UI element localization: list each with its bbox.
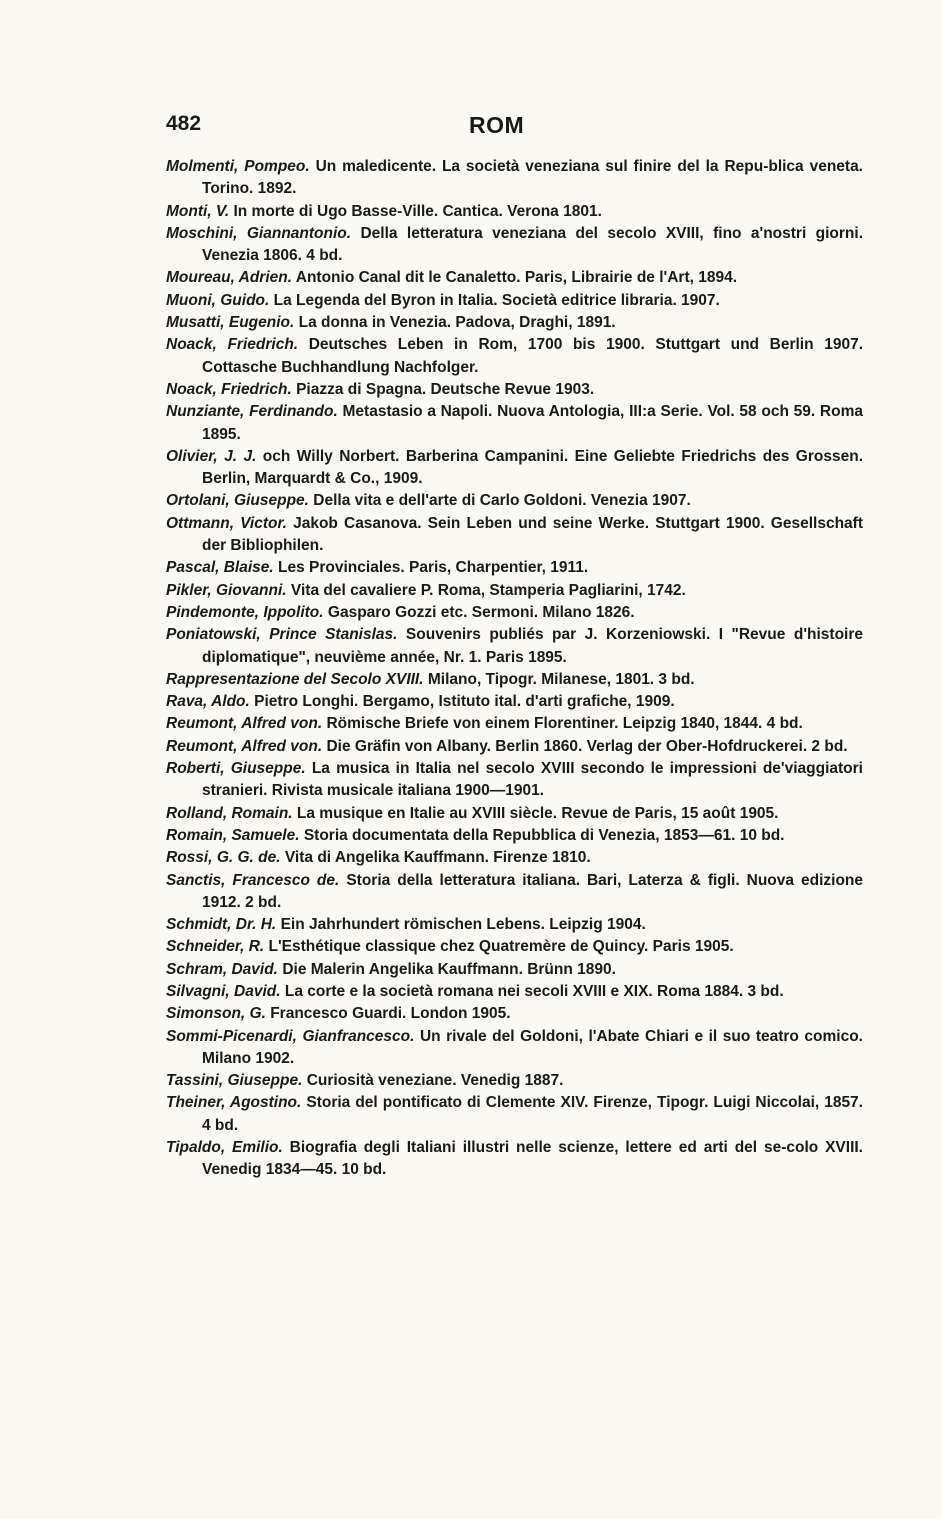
entry-text: Römische Briefe von einem Florentiner. Leipzig 1840, 1844. 4 bd. — [326, 715, 803, 733]
entry-author: Romain, Samuele. — [166, 826, 300, 844]
bibliography-entry — [166, 334, 863, 379]
entry-author: Nunziante, Ferdinando. — [166, 403, 338, 421]
entry-text: Gasparo Gozzi etc. Sermoni. Milano 1826. — [327, 603, 635, 621]
bibliography-entry — [166, 981, 863, 1003]
entry-author: Schmidt, Dr. H. — [166, 916, 277, 934]
entry-text: La donna in Venezia. Padova, Draghi, 1891. — [298, 314, 616, 332]
entry-text: Della letteratura veneziana del secolo XVIII, fino a'nostri giorni. Venezia 1806. 4 bd. — [202, 224, 864, 265]
entry-text: La Legenda del Byron in Italia. Società editrice libraria. 1907. — [273, 291, 720, 309]
entry-text: Deutsches Leben in Rom, 1700 bis 1900. Stuttgart und Berlin 1907. Cottasche Buchhandlung Nachfolger. — [202, 336, 863, 376]
entry-text: La corte e la società romana nei secoli XVIII e XIX. Roma 1884. 3 bd. — [284, 982, 784, 1000]
entry-author: Reumont, Alfred von. — [166, 737, 323, 755]
bibliography-entry — [166, 1137, 863, 1182]
entry-author: Rappresentazione del Secolo XVIII. — [166, 670, 424, 688]
entry-author: Schneider, R. — [166, 938, 265, 956]
bibliography-entry — [166, 557, 863, 579]
entry-text: Un rivale del Goldoni, l'Abate Chiari e il suo teatro comico. Milano 1902. — [202, 1027, 863, 1067]
entry-text: Die Malerin Angelika Kauffmann. Brünn 1890. — [282, 960, 616, 978]
entry-text: Jakob Casanova. Sein Leben und seine Werke. Stuttgart 1900. Gesellschaft der Bibliophilen. — [202, 514, 863, 555]
entry-text: Storia della letteratura italiana. Bari, Laterza & figli. Nuova edizione 1912. 2 bd. — [202, 871, 863, 911]
bibliography-entry — [166, 1092, 863, 1137]
entry-author: Monti, V. — [166, 202, 230, 220]
bibliography-entry — [166, 1003, 863, 1025]
entry-text: La musique en Italie au XVIII siècle. Revue de Paris, 15 août 1905. — [296, 804, 779, 822]
bibliography-entry — [166, 713, 863, 735]
running-title: ROM — [469, 112, 525, 138]
bibliography-entry — [166, 669, 863, 691]
entry-author: Poniatowski, Prince Stanislas. — [166, 626, 398, 644]
entry-author: Roberti, Giuseppe. — [166, 760, 306, 778]
entry-author: Molmenti, Pompeo. — [166, 158, 310, 175]
entry-author: Simonson, G. — [166, 1005, 266, 1023]
bibliography-entry — [166, 223, 863, 268]
entry-text: Un maledicente. La società veneziana sul finire del la Repu-blica veneta. Torino. 1892. — [202, 158, 863, 198]
entry-author: Noack, Friedrich. — [166, 336, 299, 354]
bibliography-entry — [166, 1026, 863, 1071]
bibliography-entry — [166, 736, 863, 758]
bibliography-entry — [166, 446, 863, 491]
bibliography-entry — [166, 758, 863, 803]
bibliography-entry — [166, 401, 863, 446]
entry-text: Della vita e dell'arte di Carlo Goldoni. Venezia 1907. — [313, 492, 691, 510]
entry-author: Sanctis, Francesco de. — [166, 871, 340, 889]
page-number: 482 — [166, 112, 202, 135]
entry-author: Rolland, Romain. — [166, 804, 293, 822]
bibliography-entry — [166, 201, 863, 223]
entry-text: Die Gräfin von Albany. Berlin 1860. Verlag der Ober-Hofdruckerei. 2 bd. — [326, 737, 848, 755]
entry-text: Milano, Tipogr. Milanese, 1801. 3 bd. — [427, 670, 695, 688]
bibliography-entry — [166, 267, 863, 289]
bibliography-entry — [166, 490, 863, 512]
entry-author: Ortolani, Giuseppe. — [166, 492, 309, 510]
entry-author: Rava, Aldo. — [166, 693, 250, 711]
entry-text: Souvenirs publiés par J. Korzeniowski. I "Revue d'histoire diplomatique", neuvième année, Nr. 1. Paris 1895. — [202, 626, 863, 666]
bibliography-entry — [166, 290, 863, 312]
entry-text: Les Provinciales. Paris, Charpentier, 1911. — [278, 559, 589, 577]
bibliography-entry — [166, 825, 863, 847]
bibliography-entry — [166, 847, 863, 869]
entry-text: och Willy Norbert. Barberina Campanini. Eine Geliebte Friedrichs des Grossen. Berlin, Marquardt & Co., 1909. — [202, 447, 863, 488]
entry-author: Silvagni, David. — [166, 982, 281, 1000]
bibliography-entry — [166, 624, 863, 669]
entry-text: L'Esthétique classique chez Quatremère de Quincy. Paris 1905. — [268, 938, 734, 956]
bibliography-entry — [166, 1070, 863, 1092]
entry-author: Theiner, Agostino. — [166, 1094, 302, 1112]
entry-text: Storia del pontificato di Clemente XIV. Firenze, Tipogr. Luigi Niccolai, 1857. 4 bd. — [202, 1094, 863, 1134]
bibliography-entry — [166, 959, 863, 981]
entry-text: Antonio Canal dit le Canaletto. Paris, Librairie de l'Art, 1894. — [295, 269, 738, 287]
bibliography-entry — [166, 156, 863, 201]
bibliography-entry — [166, 580, 863, 602]
entry-author: Moureau, Adrien. — [166, 269, 293, 287]
bibliography-entry — [166, 312, 863, 334]
entry-author: Rossi, G. G. de. — [166, 849, 281, 867]
entry-author: Pikler, Giovanni. — [166, 581, 287, 599]
entry-text: Francesco Guardi. London 1905. — [270, 1005, 511, 1023]
entry-author: Ottmann, Victor. — [166, 514, 287, 532]
entry-text: Biografia degli Italiani illustri nelle scienze, lettere ed arti del se-colo XVIII. Venedig 1834—45. 10 bd. — [202, 1139, 863, 1179]
bibliography-entry — [166, 803, 863, 825]
entry-author: Muoni, Guido. — [166, 291, 270, 309]
entry-text: Metastasio a Napoli. Nuova Antologia, III:a Serie. Vol. 58 och 59. Roma 1895. — [202, 403, 863, 443]
bibliography-entry — [166, 914, 863, 936]
entry-author: Schram, David. — [166, 960, 278, 978]
entry-author: Sommi-Picenardi, Gianfrancesco. — [166, 1027, 415, 1045]
bibliography-entry — [166, 513, 863, 558]
entry-author: Reumont, Alfred von. — [166, 715, 323, 733]
entry-author: Tassini, Giuseppe. — [166, 1072, 303, 1090]
bibliography-list — [166, 156, 863, 1182]
entry-author: Musatti, Eugenio. — [166, 314, 295, 332]
entry-author: Noack, Friedrich. — [166, 380, 292, 398]
bibliography-entry — [166, 936, 863, 958]
entry-text: Piazza di Spagna. Deutsche Revue 1903. — [296, 380, 595, 398]
entry-author: Olivier, J. J. — [166, 447, 257, 465]
entry-text: Storia documentata della Repubblica di Venezia, 1853—61. 10 bd. — [303, 826, 785, 844]
entry-text: In morte di Ugo Basse-Ville. Cantica. Verona 1801. — [233, 202, 602, 220]
bibliography-entry — [166, 870, 863, 915]
bibliography-entry — [166, 602, 863, 624]
entry-text: Vita del cavaliere P. Roma, Stamperia Pagliarini, 1742. — [290, 581, 686, 599]
entry-text: La musica in Italia nel secolo XVIII secondo le impressioni de'viaggiatori stranieri. Rivista musicale italiana 1900—1901. — [202, 760, 863, 800]
entry-text: Pietro Longhi. Bergamo, Istituto ital. d'arti grafiche, 1909. — [254, 693, 675, 711]
entry-text: Vita di Angelika Kauffmann. Firenze 1810. — [284, 849, 591, 867]
entry-author: Pindemonte, Ippolito. — [166, 603, 324, 621]
entry-text: Ein Jahrhundert römischen Lebens. Leipzig 1904. — [280, 916, 646, 934]
entry-text: Curiosità veneziane. Venedig 1887. — [306, 1072, 564, 1090]
entry-author: Moschini, Giannantonio. — [166, 224, 352, 242]
bibliography-entry — [166, 691, 863, 713]
bibliography-entry — [166, 379, 863, 401]
entry-author: Tipaldo, Emilio. — [166, 1139, 283, 1157]
entry-author: Pascal, Blaise. — [166, 559, 274, 577]
page-header — [166, 112, 863, 156]
